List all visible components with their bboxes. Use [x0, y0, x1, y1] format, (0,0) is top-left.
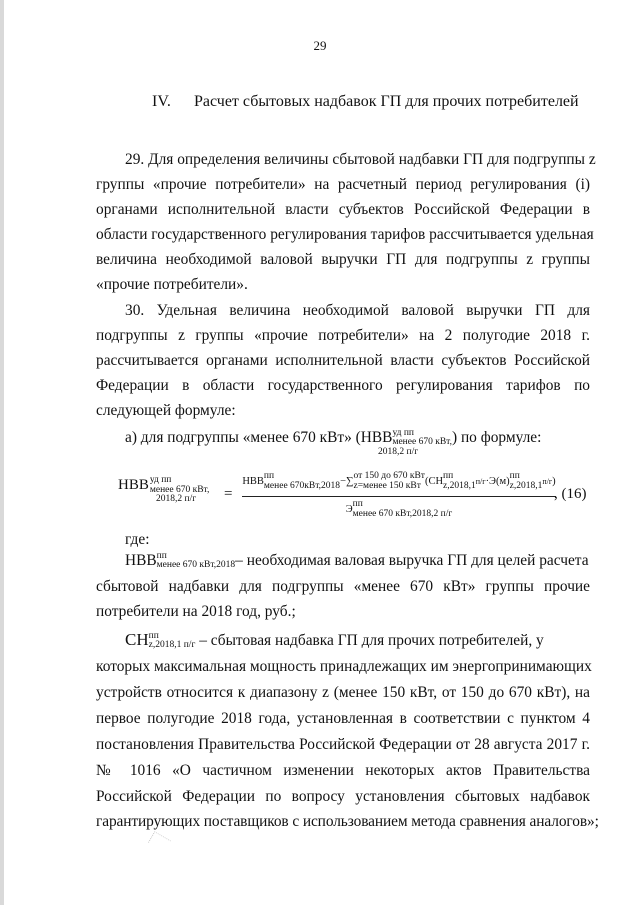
- formula-denominator: [242, 500, 556, 519]
- formula-lhs-sub: менее 670 кВт,: [149, 484, 210, 495]
- num-sn-indices: [443, 472, 476, 491]
- def-nvv-sup: пп: [156, 550, 167, 561]
- def-sn-sup: пп: [148, 630, 159, 641]
- p30-line: 30. Удельная величина необходимой валовой выручки ГП для: [125, 302, 590, 319]
- def-nvv-line: потребители на 2018 год, руб.;: [96, 603, 296, 620]
- p29-line: 29. Для определения величины сбытовой надбавки ГП для подгруппы z: [125, 151, 596, 168]
- num-nvv-indices: [264, 472, 340, 491]
- def-sn-line: гарантирующих поставщиков с использованием метода сравнения аналогов»;: [96, 813, 599, 830]
- sum-sup: от 150 до 670 кВт: [353, 471, 425, 481]
- sum-limits: [353, 472, 424, 491]
- den-e: Э: [345, 503, 353, 515]
- num-minus-sum: −∑: [340, 475, 354, 487]
- p29-line: области государственного регулирования тарифов рассчитывается удельная: [96, 226, 594, 243]
- item-a-suffix: ) по формуле:: [451, 429, 542, 446]
- def-nvv-symbol: НВВ: [125, 552, 157, 569]
- def-sn-line: Российской Федерации по вопросу установления сбытовых надбавок: [96, 788, 590, 805]
- def-sn-symbol: СН: [125, 630, 149, 649]
- p30-line: следующей формуле:: [96, 402, 236, 419]
- def-sn-line: № 1016 «О частичном изменении некоторых актов Правительства: [96, 762, 590, 779]
- where-label: где:: [125, 531, 150, 548]
- section-title: Расчет сбытовых надбавок ГП для прочих потребителей: [194, 93, 579, 110]
- def-nvv-line: сбытовой надбавки для подгруппы «менее 670 кВт» группы прочие: [96, 578, 590, 595]
- def-sn-text: – сбытовая надбавка ГП для прочих потребителей, у: [199, 632, 544, 649]
- item-a-prefix: а) для подгруппы «менее 670 кВт» (НВВ: [125, 429, 393, 446]
- num-e-indices: [510, 472, 543, 491]
- formula-lhs-sup: уд пп: [149, 475, 172, 485]
- def-nvv-sub: менее 670 кВт,2018: [156, 560, 236, 571]
- p29-line: группы «прочие потребители» на расчетный период регулирования (i): [96, 176, 590, 193]
- item-a-sub2: 2018,2 п/г: [378, 447, 419, 457]
- def-nvv-indices: [157, 552, 236, 571]
- p29-line: величина необходимой валовой выручки ГП для подгруппы z группы: [96, 251, 590, 268]
- def-sn-line: [125, 630, 590, 651]
- def-sn-line: первое полугодие 2018 года, установленная в соответствии с пунктом 4: [96, 710, 590, 727]
- def-sn-line: постановления Правительства Российской Федерации от 28 августа 2017 г.: [96, 736, 590, 753]
- num-nvv-sup: пп: [263, 471, 275, 481]
- num-sn-sub: z,2018,1: [443, 480, 476, 491]
- p30-line: подгруппы z группы «прочие потребители» на 2 полугодие 2018 г.: [96, 327, 590, 344]
- p30-line: Федерации в области государственного регулирования тарифов по: [96, 377, 590, 394]
- fraction-bar: [242, 496, 556, 497]
- num-sn-sup: пп: [443, 471, 454, 481]
- den-indices: [353, 500, 453, 519]
- formula-16: [118, 464, 588, 524]
- formula-lhs-sub2: 2018,2 п/г: [156, 494, 197, 504]
- scan-edge: [0, 0, 4, 905]
- def-sn-sub: z,2018,1 п/г: [148, 640, 196, 651]
- formula-equals: =: [224, 486, 233, 502]
- def-nvv-line: [125, 551, 590, 571]
- formula-number: , (16): [554, 486, 587, 502]
- sum-sub: z=менее 150 кВт: [353, 480, 421, 491]
- num-nvv-sub: менее 670кВт,2018: [263, 480, 341, 491]
- den-sub: менее 670 кВт,2018,2 п/г: [352, 508, 453, 519]
- item-a-sup: уд пп: [392, 427, 414, 438]
- num-e: ·Э(м): [485, 475, 510, 487]
- section-number: IV.: [152, 93, 171, 110]
- num-e-sub: z,2018,1: [509, 480, 543, 491]
- p29-line: органами исполнительной власти субъектов Российской Федерации в: [96, 201, 590, 218]
- num-frac2: п/г: [542, 476, 553, 486]
- scan-artifact: [148, 831, 171, 852]
- item-a-line: [125, 428, 541, 448]
- formula-lhs-indices: [150, 476, 210, 495]
- formula-lhs: [118, 476, 209, 504]
- num-close: ): [552, 475, 556, 487]
- num-sn: (СН: [424, 475, 444, 487]
- num-e-sup: пп: [509, 471, 520, 481]
- num-nvv: НВВ: [242, 475, 264, 487]
- p30-line: рассчитывается органами исполнительной власти субъектов Российской: [96, 352, 590, 369]
- formula-numerator: [242, 472, 556, 491]
- def-sn-line: устройств относится к диапазону z (менее 150 кВт, от 150 до 670 кВт), на: [96, 684, 590, 701]
- den-sup: пп: [352, 499, 363, 509]
- formula-lhs-symbol: НВВ: [118, 476, 149, 493]
- page-number: 29: [313, 38, 327, 53]
- p29-line: «прочие потребители».: [96, 276, 248, 293]
- def-sn-indices: [149, 632, 196, 651]
- section-heading: [152, 93, 579, 111]
- def-nvv-text: – необходимая валовая выручка ГП для целей расчета: [235, 552, 589, 569]
- num-frac1: п/г: [475, 476, 486, 486]
- def-sn-line: которых максимальная мощность принадлежащих им энергопринимающих: [96, 658, 592, 675]
- item-a-sub: менее 670 кВт,: [392, 437, 452, 448]
